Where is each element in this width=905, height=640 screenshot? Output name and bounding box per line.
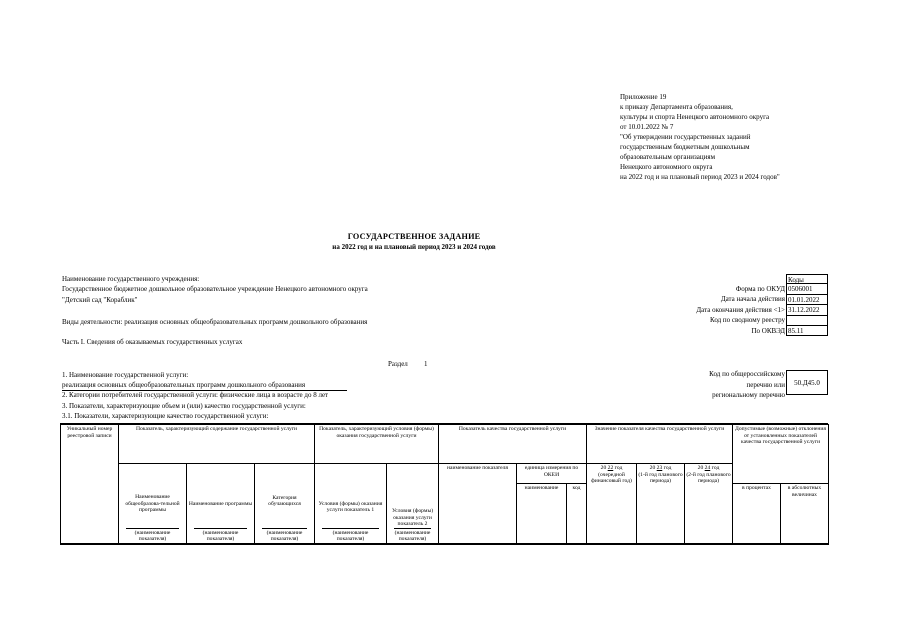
unit-name-header: наименование (517, 484, 567, 545)
year3-post: год (711, 465, 720, 471)
appendix-block (620, 92, 780, 182)
start-date-value: 01.01.2022 (786, 295, 828, 305)
registry-label: Код по сводному реестру (710, 316, 785, 324)
year2-header (637, 464, 685, 545)
appendix-line: образовательным организациям (620, 153, 715, 161)
section-number: 1 (424, 360, 428, 368)
consumers-category: 2. Категории потребителей государственной услуги: физические лица в возрасте до 8 лет (62, 391, 329, 399)
year1-post: год (614, 465, 623, 471)
appendix-line: "Об утверждении государственных заданий (620, 133, 751, 141)
deviation-group-header: Допустимые (возможные) отклонения от установленных показателей качества государственной услуги (733, 425, 829, 484)
in-percent-header: в процентах (733, 484, 781, 545)
programs-col (187, 464, 255, 545)
okud-label: Форма по ОКУД (735, 285, 785, 293)
programs-caption: (наименование показателя) (194, 528, 247, 543)
indicators-title: 3. Показатели, характеризующие объем и (или) качество государственной услуги: (62, 402, 306, 410)
institution-name-line1: Государственное бюджетное дошкольное образовательное учреждение Ненецкого автономного округа (62, 285, 368, 293)
section-label: Раздел (388, 360, 408, 368)
content-group-header: Показатель, характеризующий содержание государственной услуги (119, 425, 315, 464)
activity-type: Виды деятельности: реализация основных общеобразовательных программ дошкольного образования (62, 318, 368, 326)
end-date-value: 31.12.2022 (786, 305, 828, 315)
conditions1-text: Условия (формы) оказания услуги показатель 1 (318, 500, 383, 514)
list-code-label2: перечню или (746, 381, 785, 389)
appendix-line: государственным бюджетным дошкольным (620, 143, 750, 151)
year3-sub: (2-й год планового периода) (686, 471, 731, 485)
year2-num: 23 (656, 465, 663, 471)
category-text: Категория обучающихся (268, 494, 301, 508)
appendix-line: Ненецкого автономного округа (620, 163, 713, 171)
year2-pre: 20 (649, 465, 656, 471)
appendix-line: на 2022 год и на плановый период 2023 и 2024 годов" (620, 173, 780, 181)
programs-text: Наименование программы (188, 501, 253, 508)
category-caption: (наименование показателя) (262, 528, 307, 543)
appendix-line: от 10.01.2022 № 7 (620, 123, 674, 131)
codes-header: Коды (786, 274, 828, 284)
okved-label: По ОКВЭД (751, 327, 785, 335)
year1-header (587, 464, 637, 545)
end-date-label: Дата окончания действия <1> (696, 306, 785, 314)
year3-pre: 20 (697, 465, 704, 471)
okud-value: 0506001 (786, 284, 828, 294)
okved-value: 85.11 (786, 326, 828, 336)
program-name-text: Наименование общеобразова-тельной программы (125, 494, 180, 514)
conditions2-caption: (наименование показателя) (394, 529, 431, 543)
year3-header (685, 464, 733, 545)
program-name-col (119, 464, 187, 545)
part-title: Часть I. Сведения об оказываемых государственных услугах (62, 338, 243, 346)
year1-pre: 20 (600, 465, 607, 471)
list-code-label1: Код по общероссийскому (709, 370, 785, 378)
values-group-header: Значение показателя качества государственной услуги (587, 425, 733, 464)
unit-okei-header: единица измерения по ОКЕИ (517, 464, 587, 484)
appendix-line: к приказу Департамента образования, (620, 103, 733, 111)
institution-name-line2: "Детский сад "Кораблик" (62, 296, 138, 304)
list-code-value: 50.Д45.0 (786, 370, 828, 395)
year1-sub: (очередной финансовый год) (591, 471, 632, 485)
conditions2-col (387, 464, 439, 545)
year1-num: 22 (607, 465, 614, 471)
service-name-label: 1. Наименование государственной услуги: (62, 371, 189, 379)
unit-code-header: код (567, 484, 587, 545)
conditions1-caption: (наименование показателя) (322, 528, 379, 543)
program-name-caption: (наименование показателя) (126, 528, 179, 543)
conditions2-text: Условия (формы) оказания услуги показатель 2 (391, 508, 434, 528)
conditions-group-header: Показатель, характеризующий условия (формы) оказания государственной услуги (315, 425, 439, 464)
codes-box (786, 274, 828, 336)
conditions1-col (315, 464, 387, 545)
indicator-name-header: наименование показателя (439, 464, 517, 545)
year2-post: год (663, 465, 672, 471)
unique-number-header: Уникальный номер реестровой записи (61, 425, 119, 545)
service-name-value: реализация основных общеобразовательных программ дошкольного образования (62, 381, 306, 389)
appendix-line: культуры и спорта Ненецкого автономного округа (620, 113, 770, 121)
institution-label: Наименование государственного учреждения: (62, 275, 200, 283)
appendix-line: Приложение 19 (620, 93, 667, 101)
document-title: ГОСУДАРСТВЕННОЕ ЗАДАНИЕ (347, 232, 481, 241)
year3-num: 24 (704, 465, 711, 471)
category-col (255, 464, 315, 545)
quality-indicators-table (60, 424, 829, 545)
start-date-label: Дата начала действия (720, 295, 785, 303)
in-absolute-header: в абсолютных величинах (781, 484, 829, 545)
list-code-label3: региональному перечню (712, 391, 785, 399)
registry-value (786, 316, 828, 326)
quality-indicators-title: 3.1. Показатели, характеризующие качество государственной услуги: (62, 412, 269, 420)
quality-group-header: Показатель качества государственной услуги (439, 425, 587, 464)
year2-sub: (1-й год планового периода) (638, 471, 683, 485)
document-subtitle: на 2022 год и на плановый период 2023 и 2024 годов (332, 243, 496, 251)
